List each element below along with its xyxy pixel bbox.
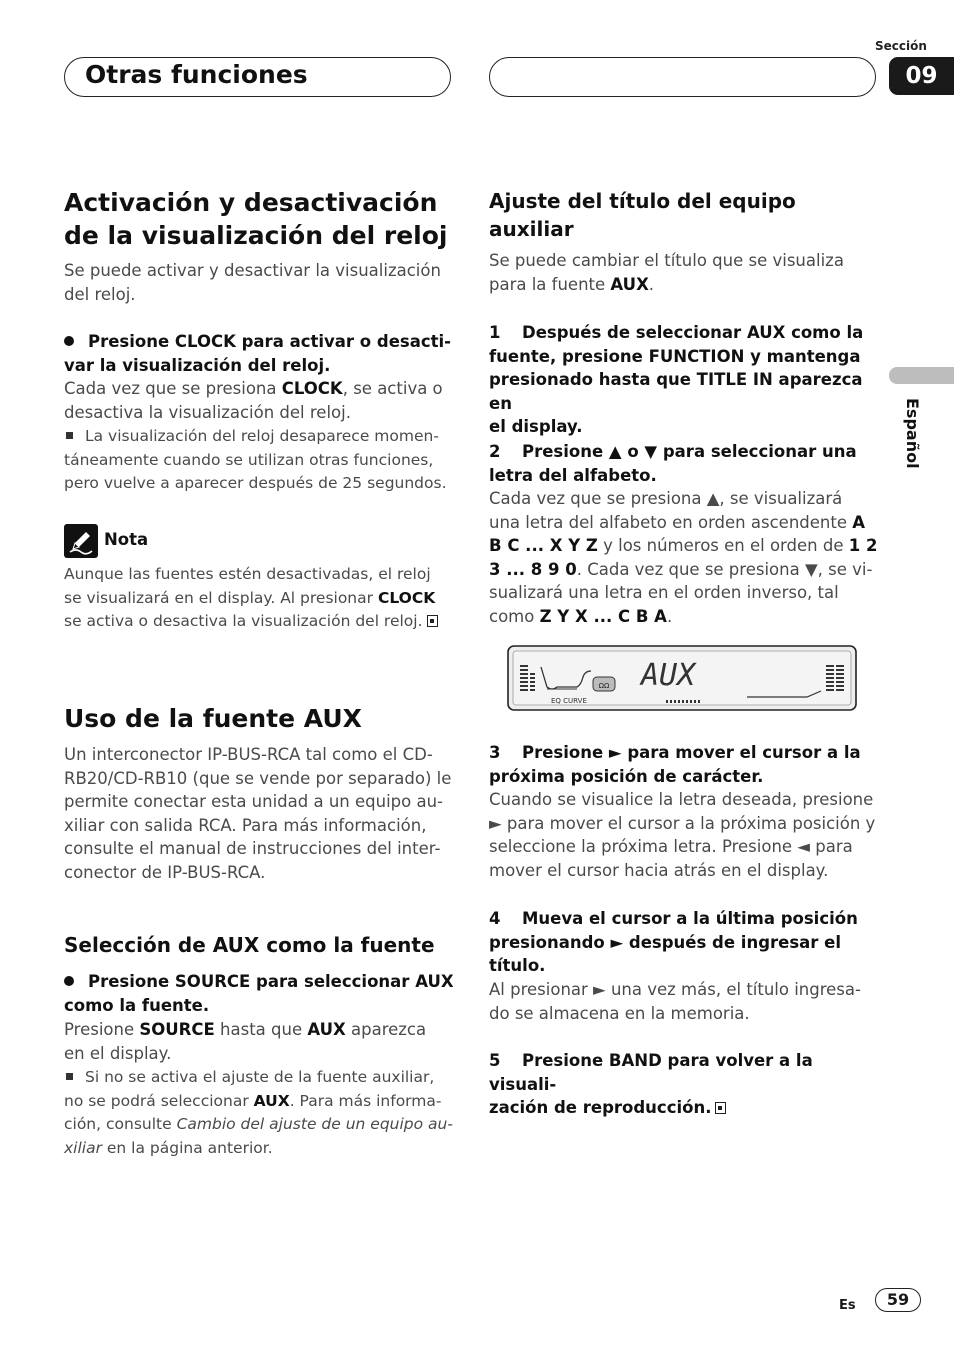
section-title: Otras funciones (85, 60, 308, 89)
select-aux-heading: Selección de AUX como la fuente (64, 933, 435, 957)
select-aux-subnote: Si no se activa el ajuste de la fuente auxiliar, no se podrá seleccionar AUX. Para más informa- ción, consulte Cambio del ajuste de un equipo au- xiliar en la página anterior. (64, 1068, 453, 1157)
clock-explanation: Cada vez que se presiona CLOCK, se activa o desactiva la visualización del reloj. (64, 379, 443, 422)
lcd-aux-text: AUX (641, 658, 696, 693)
select-aux-bullet: Presione SOURCE para seleccionar AUX como la fuente. (64, 972, 454, 1015)
language-side-label: Español (903, 398, 922, 469)
bullet-dot-icon (64, 336, 74, 346)
note-label: Nota (104, 530, 149, 549)
square-bullet-icon (66, 1073, 73, 1080)
clock-heading: Activación y desactivación de la visualización del reloj (64, 188, 448, 250)
seccion-label: Sección (875, 39, 927, 53)
step-2-explanation: Cada vez que se presiona ▲, se visualizará una letra del alfabeto en orden ascendente A B C ... X Y Z y los números en el orden de 1 2 3 ... 8 9 0. Cada vez que se presiona ▼, se vi- sualizará una letra en el orden inverso, tal como Z Y X ... C B A. (489, 489, 878, 626)
step-3-explanation: Cuando se visualice la letra deseada, presione ► para mover el cursor a la próxima posición y seleccione la próxima letra. Presione ◄ para mover el cursor hacia atrás en el display. (489, 790, 876, 880)
section-number-badge: 09 (889, 57, 954, 95)
note-pencil-icon (64, 524, 98, 558)
step-4-explanation: Al presionar ► una vez más, el título ingresa- do se almacena en la memoria. (489, 980, 861, 1023)
step-1: 1 Después de seleccionar AUX como la fuente, presione FUNCTION y mantenga presionado hasta que TITLE IN aparezca en el display. (489, 323, 864, 437)
bullet-dot-icon (64, 976, 74, 986)
step-2: 2 Presione ▲ o ▼ para seleccionar una letra del alfabeto. (489, 442, 857, 485)
clock-subnote: La visualización del reloj desaparece momen- táneamente cuando se utilizan otras funciones, pero vuelve a aparecer después de 25 segundos. (64, 427, 447, 493)
clock-intro: Se puede activar y desactivar la visualización del reloj. (64, 261, 441, 304)
footer-lang-code: Es (839, 1298, 856, 1313)
square-bullet-icon (66, 432, 73, 439)
aux-paragraph: Un interconector IP-BUS-RCA tal como el CD- RB20/CD-RB10 (que se vende por separado) le permite conectar esta unidad a un equipo au- xiliar con salida RCA. Para más información, consulte el manual de instrucciones del inter- conector de IP-BUS-RCA. (64, 745, 452, 882)
step-3: 3 Presione ► para mover el cursor a la próxima posición de carácter. (489, 743, 861, 786)
lcd-eq-label: EQ CURVE (551, 697, 587, 705)
section-title-box (64, 57, 451, 97)
step-5: 5 Presione BAND para volver a la visuali- zación de reproducción. (489, 1051, 813, 1118)
select-aux-explanation: Presione SOURCE hasta que AUX aparezca en el display. (64, 1020, 427, 1063)
svg-text:ΩΩ: ΩΩ (598, 682, 610, 690)
title-intro: Se puede cambiar el título que se visualiza para la fuente AUX. (489, 251, 844, 294)
title-heading: Ajuste del título del equipo auxiliar (489, 189, 796, 241)
language-side-tab (889, 367, 954, 384)
aux-heading: Uso de la fuente AUX (64, 704, 362, 733)
lcd-display (507, 645, 857, 711)
step-4: 4 Mueva el cursor a la última posición presionando ► después de ingresar el título. (489, 909, 858, 976)
note-text: Aunque las fuentes estén desactivadas, el reloj se visualizará en el display. Al presionar CLOCK se activa o desactiva la visualización del reloj. (64, 563, 464, 634)
end-mark-icon (715, 1102, 726, 1114)
end-mark-icon (427, 615, 438, 627)
clock-bullet-instruction: Presione CLOCK para activar o desacti- var la visualización del reloj. (64, 332, 452, 375)
header-empty-box (489, 57, 876, 97)
page-number: 59 (875, 1288, 921, 1312)
